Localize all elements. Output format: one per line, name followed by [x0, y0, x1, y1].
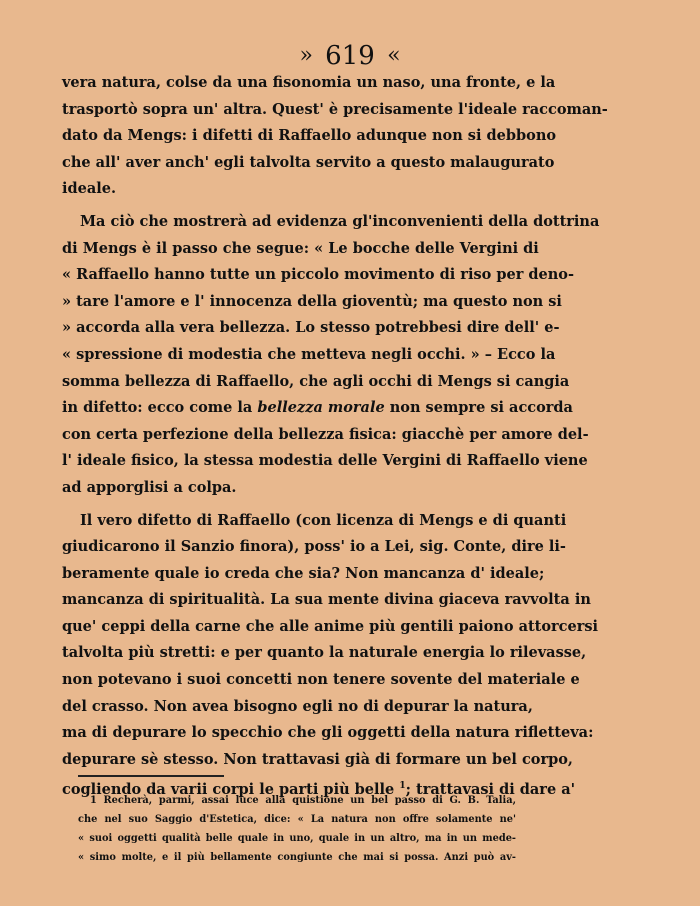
- text-line: mancanza di spiritualità. La sua mente divina giaceva ravvolta in: [62, 591, 591, 609]
- main-text: [62, 70, 608, 804]
- text-line: » tare l'amore e l' innocenza della gioventù; ma questo non si: [62, 292, 562, 310]
- italic-phrase: bellezza morale: [257, 399, 385, 417]
- footnotes: [78, 791, 516, 867]
- text-line: dato da Mengs: i difetti di Raffaello adunque non si debbono: [62, 127, 557, 145]
- text-line: depurare sè stesso. Non trattavasi già di formare un bel corpo,: [62, 750, 573, 768]
- left-ornament: »: [299, 43, 313, 68]
- text-line: che all' aver anch' egli talvolta servito a questo malaugurato: [62, 153, 555, 171]
- right-ornament: «: [387, 43, 401, 68]
- text-line: Il vero difetto di Raffaello (con licenza di Mengs e di quanti: [80, 511, 567, 529]
- text-line: ad apporglisi a colpa.: [62, 478, 237, 496]
- footnote-marker: 1: [399, 781, 406, 792]
- text-line: giudicarono il Sanzio finora), poss' io a Lei, sig. Conte, dire li-: [62, 538, 566, 556]
- text-line: que' ceppi della carne che alle anime più gentili paiono attorcersi: [62, 617, 599, 635]
- text-line: di Mengs è il passo che segue: « Le bocche delle Vergini di: [62, 239, 539, 257]
- footnote-line: 1 Recherà, parmi, assai luce alla quistione un bel passo di G. B. Talia,: [90, 795, 516, 806]
- text-line: trasportò sopra un' altra. Quest' è precisamente l'ideale raccoman-: [62, 100, 608, 118]
- text-line: vera natura, colse da una fisonomia un naso, una fronte, e la: [62, 74, 556, 91]
- page-header: [0, 40, 700, 71]
- text-line: [62, 395, 573, 422]
- text-line: Ma ciò che mostrerà ad evidenza gl'inconvenienti della dottrina: [80, 212, 600, 230]
- text-line: del crasso. Non avea bisogno egli no di depurar la natura,: [62, 697, 533, 715]
- text-line: ideale.: [62, 180, 117, 198]
- text-segment: in difetto: ecco come la: [62, 399, 253, 417]
- text-line: non potevano i suoi concetti non tenere sovente del materiale e: [62, 671, 580, 689]
- footnote-divider: [78, 775, 224, 777]
- text-line: ma di depurare lo specchio che gli oggetti della natura rifletteva:: [62, 724, 594, 742]
- text-line: talvolta più stretti: e per quanto la naturale energia lo rilevasse,: [62, 644, 587, 662]
- text-line: « Raffaello hanno tutte un piccolo movimento di riso per deno-: [62, 266, 574, 284]
- text-line: con certa perfezione della bellezza fisica: giacchè per amore del-: [62, 425, 589, 443]
- text-line: « spressione di modestia che metteva negli occhi. » – Ecco la: [62, 345, 556, 363]
- text-segment: ; trattavasi di dare a': [405, 781, 576, 799]
- text-line: l' ideale fisico, la stessa modestia delle Vergini di Raffaello viene: [62, 452, 588, 470]
- text-segment: cogliendo da varii corpi le parti più belle: [62, 781, 395, 799]
- footnote-line: « suoi oggetti qualità belle quale in uno, quale in un altro, ma in un mede-: [78, 833, 516, 844]
- text-line: somma bellezza di Raffaello, che agli occhi di Mengs si cangia: [62, 372, 570, 390]
- text-line: » accorda alla vera bellezza. Lo stesso potrebbesi dire dell' e-: [62, 319, 560, 337]
- text-line: beramente quale io creda che sia? Non mancanza d' ideale;: [62, 564, 545, 582]
- footnote-line: che nel suo Saggio d'Estetica, dice: « La natura non offre solamente ne': [78, 814, 516, 825]
- footnote-line: « simo molte, e il più bellamente congiunte che mai si possa. Anzi può av-: [78, 852, 516, 863]
- text-segment: non sempre si accorda: [389, 399, 573, 417]
- page-number: 619: [325, 41, 375, 71]
